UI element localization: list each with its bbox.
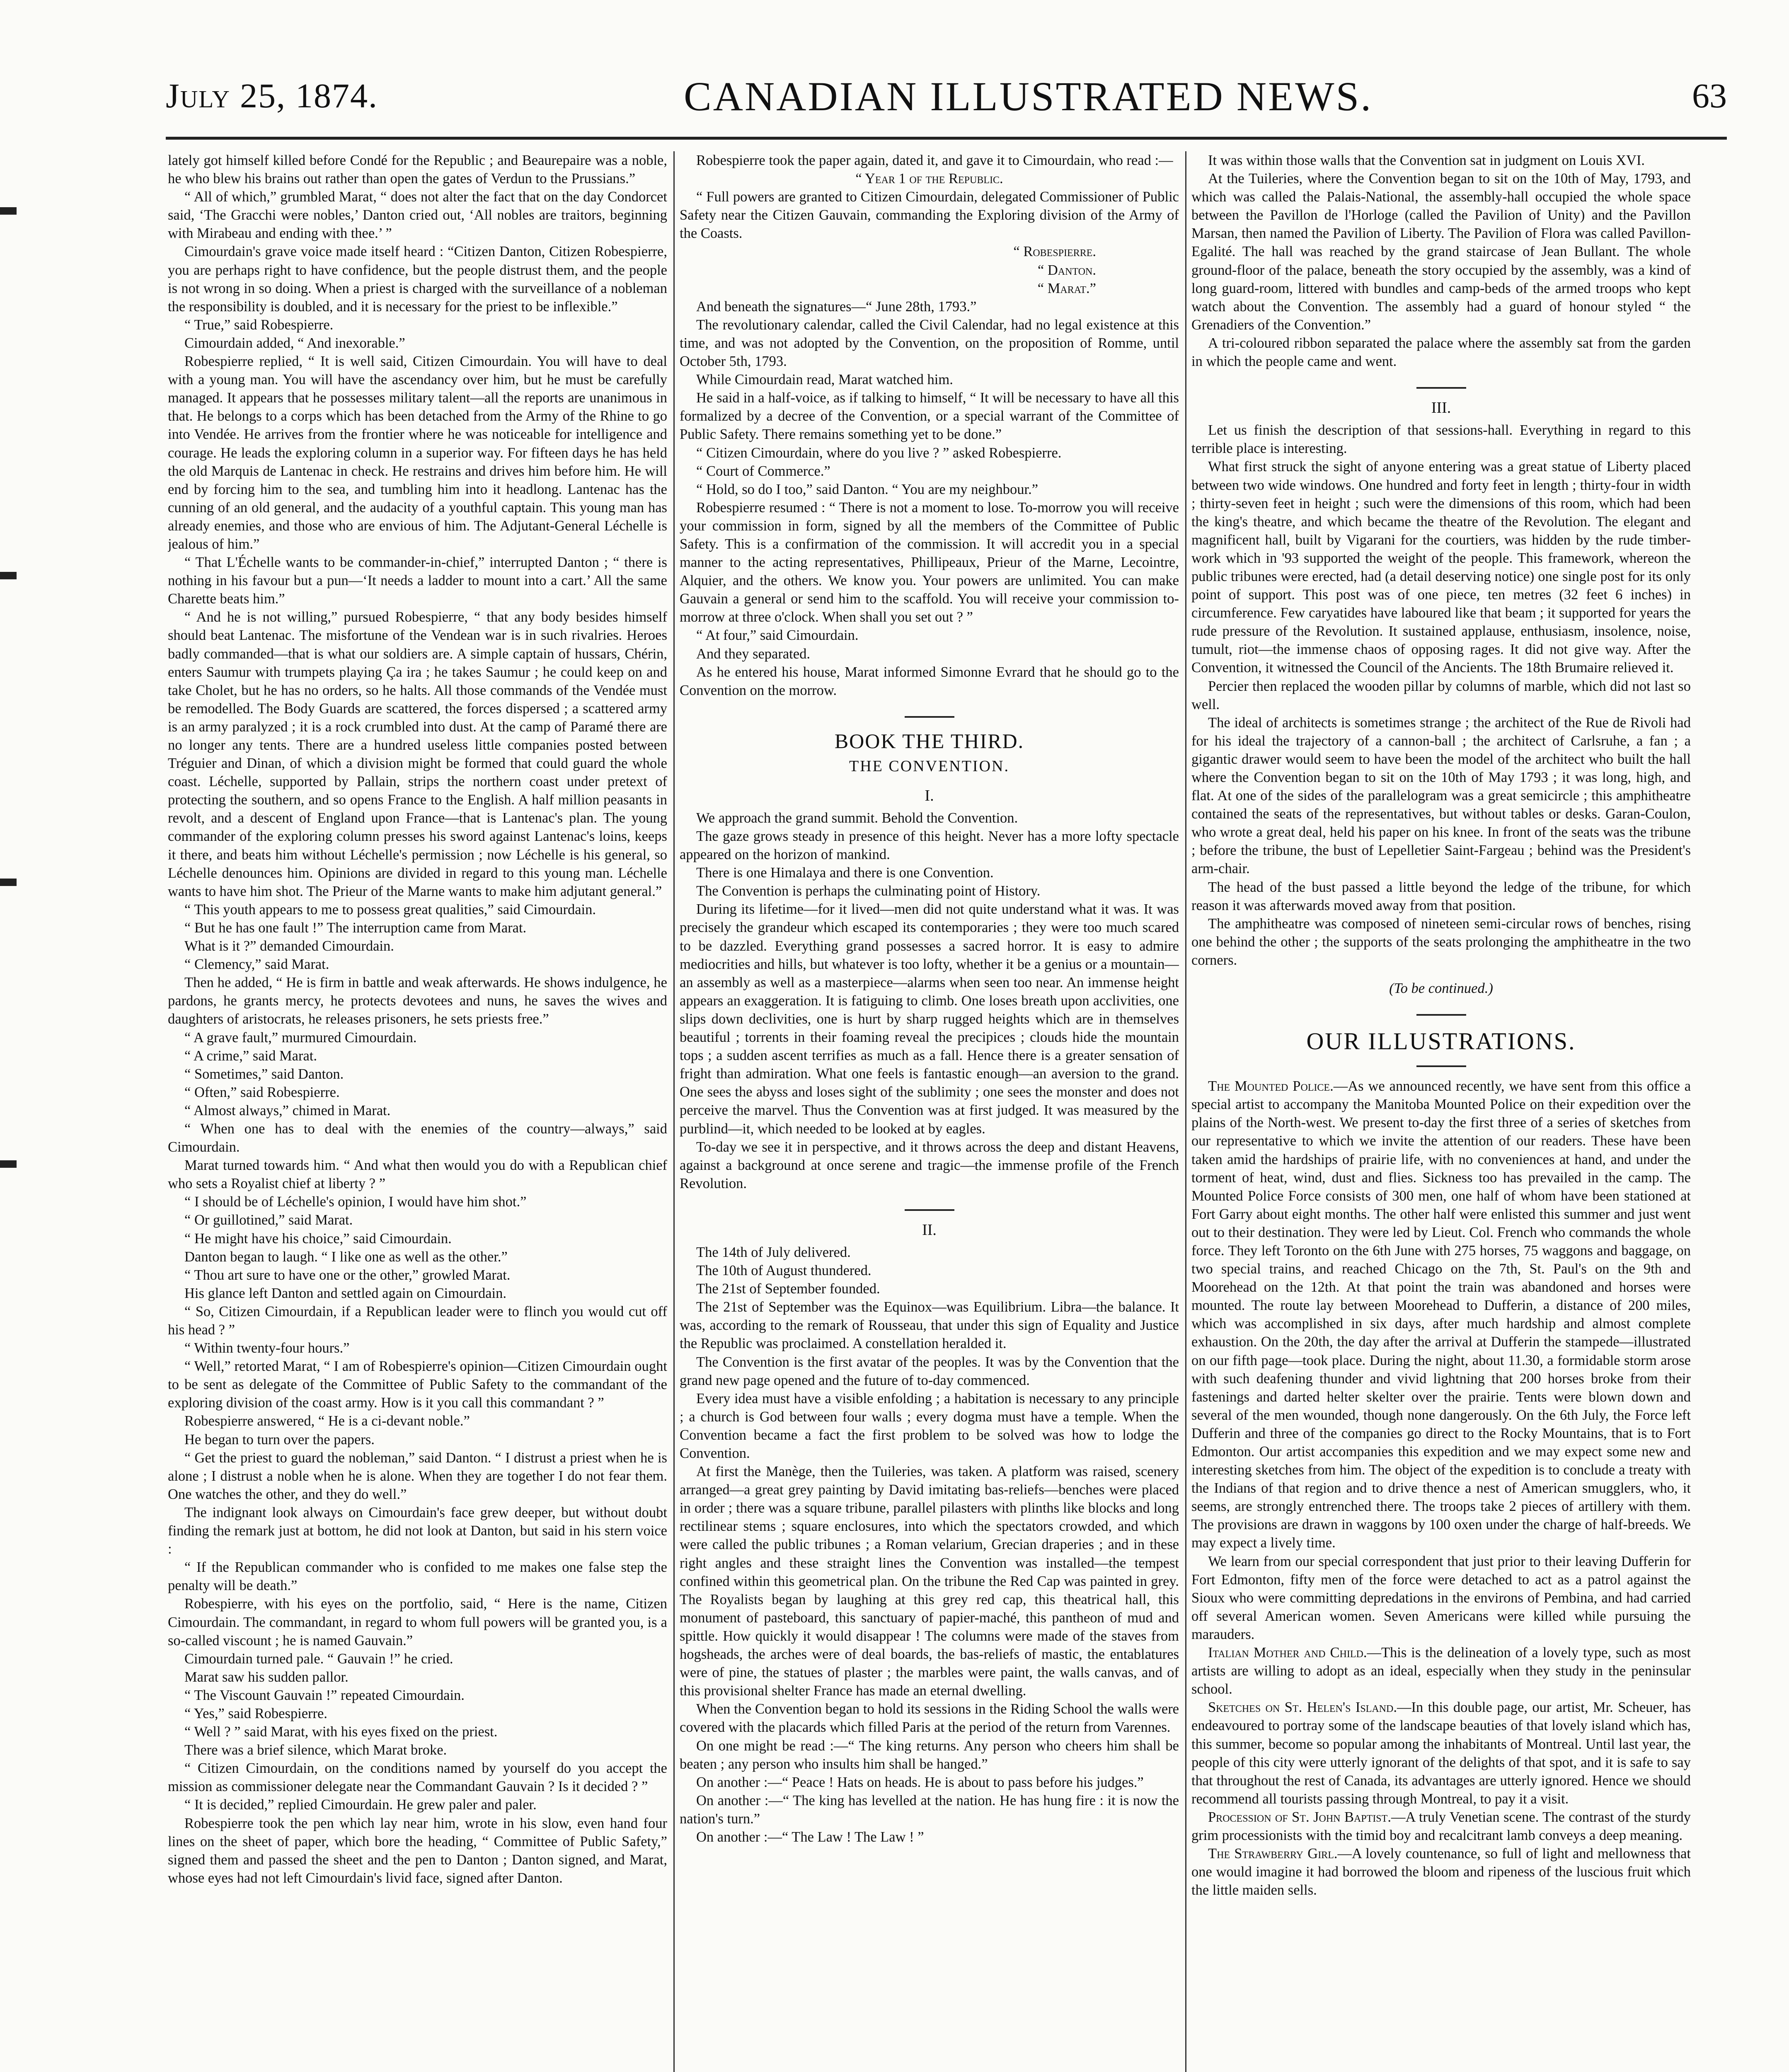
note-text: —As we announced recently, we have sent from this office a special artist to accompany the Manitoba Mounted Police on their expedition over the plains of the North-west. We present to-day the first three of a series of sketches from our representative to which we invite the attention of our readers. These have been taken amid the hardships of prairie life, with no conveniences at hand, and under the torment of heat, wind, dust and flies. Sickness too has prevailed in the camp. The Mounted Police Force consists of 300 men, one half of whom have been stationed at Fort Garry about eight months. The other half were enlisted this summer and just went out to their destination. They were led by Lieut. Col. French who commands the whole force. They left Toronto on the 6th June with 275 horses, 75 waggons and baggage, on two special trains, and reached Chicago on the 7th, St. Paul's on the 9th and Moorehead on the 12th. At that point the train was abandoned and horses were mounted. The route lay between Moorehead to Dufferin, a distance of 200 miles, which was accomplished in six days, after much hardship and almost complete exhaustion. On the 20th, the day after the arrival at Dufferin the stampede—illustrated on our fifth page—took place. During the night, about 11.30, a formidable storm arose with such deafening thunder and vivid lightning that 200 horses broke from their fastenings and darted helter skelter over the prairie. Tents were blown down and several of the men wounded, though none dangerously. On the 6th July, the Force left Dufferin and three of the companies go direct to the Rocky Mountains, that is to Fort Edmonton. Our artist accompanies this expedition and we may expect some new and interesting sketches from him. The object of the expedition is to conclude a treaty with the Indians of that region and to drive thence a nest of American smugglers, who, it seems, are strongly entrenched there. The troops take 2 pieces of artillery with them. The provisions are drawn in waggons by 100 oxen under the charge of half-breeds. We may expect a lively time. xyxy=(1191,1078,1691,1551)
section-rule xyxy=(905,716,954,718)
paragraph: He began to turn over the papers. xyxy=(184,1431,375,1447)
illustration-note xyxy=(1191,1644,1691,1698)
note-lead: Sketches on St. Helen's Island. xyxy=(1208,1699,1397,1716)
illustration-note xyxy=(1191,1552,1691,1644)
paragraph: There is one Himalaya and there is one Convention. xyxy=(696,865,994,881)
paragraph: The indignant look always on Cimourdain's face grew deeper, but without doubt finding the remark just at bottom, he did not look at Danton, but said in his stern voice : xyxy=(168,1504,667,1557)
column-3 xyxy=(1191,151,1691,2072)
paragraph: What is it ?” demanded Cimourdain. xyxy=(184,938,394,954)
paragraph: At first the Manège, then the Tuileries, was taken. A platform was raised, scenery arranged—a great grey painting by David imitating bas-reliefs—benches were placed in order ; there was a square tribune, parallel pilasters with plinths like blocks and long rectilinear stems ; square enclosures, into which the spectators crowded, and which were called the public tribunes ; a Roman velarium, Grecian draperies ; and in these right angles and these straight lines the Convention was installed—the tempest confined within this geometrical plan. On the tribune the Red Cap was painted in grey. The Royalists began by laughing at this grey red cap, this theatrical hall, this monument of pasteboard, this sanctuary of papier-maché, this pantheon of mud and spittle. How quickly it would disappear ! The columns were made of the staves from hogsheads, the arches were of deal boards, the bas-reliefs of mastic, the entablatures were of pine, the statues of plaster ; the marbles were paint, the walls canvas, and of this provisional shelter France has made an eternal dwelling. xyxy=(680,1464,1179,1699)
paragraph: Danton began to laugh. “ I like one as well as the other.” xyxy=(184,1249,508,1265)
paragraph: “ Citizen Cimourdain, where do you live ? ” asked Robespierre. xyxy=(696,445,1062,461)
paragraph: Robespierre took the paper again, dated it, and gave it to Cimourdain, who read :— xyxy=(696,152,1173,168)
paragraph: And they separated. xyxy=(696,646,810,662)
paragraph: Robespierre resumed : “ There is not a moment to lose. To-morrow you will receive your commission in form, signed by all the members of the Committee of Public Safety. This is a confirmation of the commission. It will accredit you in a special manner to the acting representatives, Phillipeaux, Prieur of the Marne, Lecointre, Alquier, and the others. We know you. Your powers are unlimited. You can make Gauvain a general or send him to the scaffold. You will receive your commission to-morrow at three o'clock. When shall you set out ? ” xyxy=(680,499,1179,625)
paragraph: There was a brief silence, which Marat broke. xyxy=(184,1742,447,1758)
section-number: II. xyxy=(922,1221,937,1239)
paragraph: Every idea must have a visible enfolding ; a habitation is necessary to any principle ; a church is God between four walls ; every dogma must have a temple. When the Convention became a fact the first problem to be solved was how to lodge the Convention. xyxy=(680,1390,1179,1461)
illustration-note xyxy=(1191,1808,1691,1844)
column-divider xyxy=(1185,151,1186,2072)
paragraph: The Convention is the first avatar of the peoples. It was by the Convention that the grand new page opened and the future of to-day commenced. xyxy=(680,1354,1179,1388)
paragraph: At the Tuileries, where the Convention began to sit on the 10th of May, 1793, and which was called the Palais-National, the assembly-hall occupied the whole space between the Pavillon de l'Horloge (called the Pavilion of Unity) and the Pavillon Marsan, then named the Pavilion of Liberty. The Pavilion of Flora was called Pavillon-Egalité. The hall was reached by the grand staircase of Jean Bullant. The whole ground-floor of the palace, beneath the story occupied by the assembly, was a kind of long guard-room, littered with bundles and camp-beds of the armed troops who kept watch about the Convention. The assembly had a guard of honour styled “ the Grenadiers of the Convention.” xyxy=(1191,171,1691,333)
paragraph: To-day we see it in perspective, and it throws across the deep and distant Heavens, against a background at once serene and tragic—the immense profile of the French Revolution. xyxy=(680,1139,1179,1191)
paragraph: “ Hold, so do I too,” said Danton. “ You are my neighbour.” xyxy=(696,481,1039,497)
paragraph: As he entered his house, Marat informed Simonne Evrard that he should go to the Convention on the morrow. xyxy=(680,664,1179,698)
note-lead: Procession of St. John Baptist. xyxy=(1208,1809,1391,1825)
paragraph: During its lifetime—for it lived—men did not quite understand what it was. It was precisely the grandeur which escaped its contemporaries ; they were too much scared to be dazzled. Everything grand possesses a sacred horror. It is easy to admire mediocrities and hills, but whatever is too lofty, whether it be a genius or a mountain—an assembly as well as a masterpiece—alarms when seen too near. An immense height appears an exaggeration. It is fatiguing to climb. One loses breath upon acclivities, one slips down declivities, one is hurt by sharp rugged heights which are in themselves beautiful ; torrents in their foaming reveal the precipices ; clouds hide the mountain tops ; a sudden ascent terrifies as much as a fall. Hence there is a greater sensation of fright than admiration. What one feels is fantastic enough—an aversion to the grand. One sees the abyss and loses sight of the sublimity ; one sees the monster and does not perceive the marvel. Thus the Convention was at first judged. It was measured by the purblind—it, which needed to be looked at by eagles. xyxy=(680,901,1179,1137)
paragraph: Cimourdain added, “ And inexorable.” xyxy=(184,335,405,351)
paragraph: “ And he is not willing,” pursued Robespierre, “ that any body besides himself should beat Lantenac. The misfortune of the Vendean war is in such rivalries. Heroes badly commanded—that is what our soldiers are. A simple captain of hussars, Chérin, enters Saumur with trumpets playing Ça ira ; he takes Saumur ; he could keep on and take Cholet, but he has no orders, so he halts. All those commands of the Vendée must be remodelled. The Body Guards are scattered, the forces dispersed ; a scattered army is an army paralyzed ; it is a rock crumbled into dust. At the camp of Paramé there are no longer any tents. There are a hundred useless little companies posted between Tréguier and Dinan, of which a division might be formed that could guard the whole coast. Léchelle, supported by Pallain, strips the northern coast under pretext of protecting the southern, and so opens France to the English. A half million peasants in revolt, and a descent of England upon France—that is Lantenac's plan. The young commander of the exploring column presses his sword against Lantenac's loins, keeps it there, and beats him without Léchelle's permission ; now Léchelle is his general, so Léchelle denounces him. Opinions are divided in regard to this young man. Léchelle wants to have him shot. The Prieur of the Marne wants to make him adjutant general.” xyxy=(168,609,667,899)
paragraph: Then he added, “ He is firm in battle and weak afterwards. He shows indulgence, he pardons, he grants mercy, he protects devotees and nuns, he saves the wives and daughters of aristocrats, he releases prisoners, he sets priests free.” xyxy=(168,975,667,1027)
paragraph: Robespierre, with his eyes on the portfolio, said, “ Here is the name, Citizen Cimourdain. The commandant, in regard to whom full powers will be granted you, is a so-called viscount ; he is named Gauvain.” xyxy=(168,1596,667,1648)
to-be-continued: (To be continued.) xyxy=(1389,980,1493,997)
paragraph: Robespierre took the pen which lay near him, wrote in his slow, even hand four lines on the sheet of paper, which bore the heading, “ Committee of Public Safety,” signed them and passed the sheet and the pen to Danton ; Danton signed, and Marat, whose eyes had not left Cimourdain's livid face, signed after Danton. xyxy=(168,1815,667,1886)
paragraph: “ Thou art sure to have one or the other,” growled Marat. xyxy=(184,1267,511,1283)
margin-mark xyxy=(0,1160,17,1168)
paragraph: “ Get the priest to guard the nobleman,” said Danton. “ I distrust a priest when he is alone ; I distrust a noble when he is alone. When they are together I do not fear them. One watches the other, and they do well.” xyxy=(168,1450,667,1502)
note-text: —In this double page, our artist, Mr. Scheuer, has endeavoured to portray some of the landscape beauties of that lovely island which has, this summer, become so popular among the inhabitants of Montreal. Until last year, the people of this city were utterly ignorant of the delights of that spot, and it is safe to say that throughout the rest of Canada, its advantages are utterly ignored. Hence we should recommend all tourists passing through Montreal, to pay it a visit. xyxy=(1191,1699,1691,1807)
paragraph: The ideal of architects is sometimes strange ; the architect of the Rue de Rivoli had for his ideal the trajectory of a cannon-ball ; the architect of Carlsruhe, a fan ; a gigantic drawer would seem to have been the model of the architect who built the hall where the Convention began to sit on the 10th of May 1793 ; it was long, high, and flat. At one of the sides of the parallelogram was a great semicircle ; this amphitheatre contained the seats of the representatives, but without tables or desks. Garan-Coulon, who wrote a great deal, held his paper on his knee. In front of the seats was the tribune ; before the tribune, the bust of Lepelletier Saint-Fargeau ; behind was the President's arm-chair. xyxy=(1191,714,1691,877)
paragraph: The 10th of August thundered. xyxy=(696,1263,872,1279)
paragraph: A tri-coloured ribbon separated the palace where the assembly sat from the garden in which the people came and went. xyxy=(1191,335,1691,370)
paragraph: “ Well ? ” said Marat, with his eyes fixed on the priest. xyxy=(184,1724,498,1740)
note-lead: The Strawberry Girl. xyxy=(1208,1846,1338,1862)
paragraph: Robespierre answered, “ He is a ci-devant noble.” xyxy=(184,1413,470,1429)
paragraph: “ That L'Échelle wants to be commander-in-chief,” interrupted Danton ; “ there is nothing in his favour but a pun—‘It needs a ladder to mount into a cart.’ All the same Charette beats him.” xyxy=(168,554,667,607)
paragraph: “ Sometimes,” said Danton. xyxy=(184,1066,344,1082)
paragraph: On one might be read :—“ The king returns. Any person who cheers him shall be beaten ; any person who insults him shall be hanged.” xyxy=(680,1738,1179,1772)
note-text: —A lovely countenance, so full of light and mellowness that one would imagine it had borrowed the bloom and ripeness of the luscious fruit which the little maiden sells. xyxy=(1191,1846,1691,1898)
year-heading: “ Year 1 of the Republic. xyxy=(855,171,1003,187)
paragraph: The 21st of September was the Equinox—was Equilibrium. Libra—the balance. It was, according to the remark of Rousseau, that under this sign of Equality and Justice the Republic was proclaimed. A constellation heralded it. xyxy=(680,1299,1179,1352)
paragraph: “ Or guillotined,” said Marat. xyxy=(184,1212,353,1228)
section-rule xyxy=(1416,1014,1466,1016)
column-divider xyxy=(673,151,675,2072)
note-lead: Italian Mother and Child. xyxy=(1208,1645,1367,1661)
section-rule xyxy=(1416,1065,1466,1067)
section-rule xyxy=(1416,387,1466,389)
paragraph: “ Well,” retorted Marat, “ I am of Robespierre's opinion—Citizen Cimourdain ought to be sent as delegate of the Committee of Public Safety to the commandant of the exploring division of the coast army. How is it you call this commandant ? ” xyxy=(168,1358,667,1411)
paragraph: “ All of which,” grumbled Marat, “ does not alter the fact that on the day Condorcet said, ‘The Gracchi were nobles,’ Danton cried out, ‘All nobles are traitors, beginning with Mirabeau and ending with thee.’ ” xyxy=(168,189,667,242)
paragraph: Percier then replaced the wooden pillar by columns of marble, which did not last so well. xyxy=(1191,678,1691,712)
paragraph: “ I should be of Léchelle's opinion, I would have him shot.” xyxy=(184,1194,527,1210)
paragraph: His glance left Danton and settled again on Cimourdain. xyxy=(184,1285,507,1301)
paragraph: Marat turned towards him. “ And what then would you do with a Republican chief who sets a Royalist chief at liberty ? ” xyxy=(168,1157,667,1192)
header-rule xyxy=(166,137,1727,140)
column-2 xyxy=(680,151,1179,2072)
paragraph: The gaze grows steady in presence of this height. Never has a more lofty spectacle appeared on the horizon of mankind. xyxy=(680,828,1179,863)
paragraph: The Convention is perhaps the culminating point of History. xyxy=(696,883,1041,899)
book-subtitle: THE CONVENTION. xyxy=(849,757,1009,775)
paragraph: “ Within twenty-four hours.” xyxy=(184,1340,350,1356)
masthead xyxy=(166,73,1727,118)
paragraph: “ Citizen Cimourdain, on the conditions named by yourself do you accept the mission as commissioner delegate near the Commandant Gauvain ? Is it decided ? ” xyxy=(168,1760,667,1795)
newspaper-title: CANADIAN ILLUSTRATED NEWS. xyxy=(684,73,1373,119)
paragraph: “ Court of Commerce.” xyxy=(696,463,830,479)
issue-date: July 25, 1874. xyxy=(166,77,378,115)
paragraph: The 21st of September founded. xyxy=(696,1281,880,1297)
paragraph: When the Convention began to hold its sessions in the Riding School the walls were covered with the placards which filled Paris at the period of the return from Varennes. xyxy=(680,1701,1179,1736)
paragraph: Cimourdain turned pale. “ Gauvain !” he cried. xyxy=(184,1651,453,1667)
paragraph: The revolutionary calendar, called the Civil Calendar, had no legal existence at this time, and was not adopted by the Convention, on the proposition of Romme, until October 5th, 1793. xyxy=(680,317,1179,370)
paragraph: “ Often,” said Robespierre. xyxy=(184,1084,340,1100)
book-title: BOOK THE THIRD. xyxy=(834,729,1024,753)
paragraph: “ At four,” said Cimourdain. xyxy=(696,627,859,644)
note-text: —This is the delineation of a lovely type, such as most artists are willing to adopt as an ideal, especially when they study in the peninsular school. xyxy=(1191,1645,1691,1697)
paragraph: “ A crime,” said Marat. xyxy=(184,1048,317,1064)
paragraph: “ A grave fault,” murmured Cimourdain. xyxy=(184,1029,417,1046)
illustration-note xyxy=(1191,1698,1691,1808)
paragraph: He said in a half-voice, as if talking to himself, “ It will be necessary to have all this formalized by a decree of the Convention, or a special warrant of the Committee of Public Safety. There remains something yet to be done.” xyxy=(680,390,1179,443)
paragraph: “ True,” said Robespierre. xyxy=(184,317,334,333)
paragraph: On another :—“ Peace ! Hats on heads. He is about to pass before his judges.” xyxy=(696,1774,1144,1790)
signature: “ Danton. xyxy=(1037,262,1096,278)
note-lead: The Mounted Police. xyxy=(1208,1078,1334,1094)
note-text: We learn from our special correspondent that just prior to their leaving Dufferin for Fort Edmonton, fifty men of the force were detached to act as a patrol against the Sioux who were committing depredations in the environs of Pembina, and had carried off several American women. Seven Americans were killed while pursuing the marauders. xyxy=(1191,1553,1691,1642)
section-rule xyxy=(905,1209,954,1211)
paragraph: While Cimourdain read, Marat watched him. xyxy=(696,372,953,388)
paragraph: The amphitheatre was composed of nineteen semi-circular rows of benches, rising one behind the other ; the supports of the seats prolonging the amphitheatre in the two corners. xyxy=(1191,915,1691,968)
paragraph: What first struck the sight of anyone entering was a great statue of Liberty placed between two wide windows. One hundred and forty feet in length ; thirty-four in width ; thirty-seven feet in height ; such were the dimensions of this room, which had been the king's theatre, and which became the theatre of the Revolution. The elegant and magnificent hall, built by Vigarani for the courtiers, was hidden by the rude timber-work which in '93 supported the weight of the people. This framework, whereon the public tribunes were erected, had (a detail deserving notice) one single post for its only point of support. This post was of one piece, ten metres (32 feet 6 inches) in circumference. Few caryatides have laboured like that beam ; it supported for years the rude pressure of the Revolution. It sustained applause, enthusiasm, insolence, noise, tumult, riot—the immense chaos of opposing rages. It did not give way. After the Convention, it witnessed the Council of the Ancients. The 18th Brumaire relieved it. xyxy=(1191,459,1691,676)
paragraph: Robespierre replied, “ It is well said, Citizen Cimourdain. You will have to deal with a young man. You will have the ascendancy over him, but he must be carefully managed. It appears that he possesses military talent—all the reports are unanimous in that. He belongs to a corps which has been detached from the Army of the Rhine to go into Vendée. He arrives from the frontier where he was noticeable for intelligence and courage. He leads the exploring column in a superior way. For fifteen days he has held the old Marquis de Lantenac in check. He restrains and drives him before him. He will end by forcing him to the sea, and tumbling him into it headlong. Lantenac has the cunning of an old general, and the audacity of a youthful captain. This young man has already enemies, and those who are envious of him. The Adjutant-General Léchelle is jealous of him.” xyxy=(168,353,667,552)
illustrations-heading: OUR ILLUSTRATIONS. xyxy=(1306,1028,1576,1055)
paragraph: “ He might have his choice,” said Cimourdain. xyxy=(184,1230,452,1247)
paragraph: On another :—“ The king has levelled at the nation. He has hung fire : it is now the nation's turn.” xyxy=(680,1792,1179,1827)
paragraph: “ If the Republican commander who is confided to me makes one false step the penalty will be death.” xyxy=(168,1559,667,1594)
margin-mark xyxy=(0,207,17,215)
paragraph: “ But he has one fault !” The interruption came from Marat. xyxy=(184,920,527,936)
paragraph: “ Full powers are granted to Citizen Cimourdain, delegated Commissioner of Public Safety near the Citizen Gauvain, commanding the Exploring division of the Army of the Coasts. xyxy=(680,189,1179,242)
signature: “ Marat.” xyxy=(1037,280,1096,296)
paragraph: We approach the grand summit. Behold the Convention. xyxy=(696,810,1018,826)
paragraph: Cimourdain's grave voice made itself heard : “Citizen Danton, Citizen Robespierre, you are perhaps right to have confidence, but the people distrust them, and the people is not wrong in so doing. When a priest is charged with the surveillance of a nobleman the responsibility is doubled, and it is necessary for the priest to be inflexible.” xyxy=(168,244,667,315)
paragraph: “ This youth appears to me to possess great qualities,” said Cimourdain. xyxy=(184,901,596,917)
paragraph: On another :—“ The Law ! The Law ! ” xyxy=(696,1829,924,1845)
paragraph: Let us finish the description of that sessions-hall. Everything in regard to this terrible place is interesting. xyxy=(1191,422,1691,457)
section-number: I. xyxy=(925,787,934,804)
page-number: 63 xyxy=(1692,77,1727,115)
paragraph: The head of the bust passed a little beyond the ledge of the tribune, for which reason it was afterwards moved away from that position. xyxy=(1191,879,1691,913)
margin-mark xyxy=(0,572,17,579)
margin-mark xyxy=(0,879,17,886)
paragraph: lately got himself killed before Condé for the Republic ; and Beaurepaire was a noble, he who blew his brains out rather than open the gates of Verdun to the Prussians.” xyxy=(168,152,667,187)
paragraph: “ Yes,” said Robespierre. xyxy=(184,1705,327,1721)
signature: “ Robespierre. xyxy=(1013,244,1096,260)
illustration-note xyxy=(1191,1844,1691,1899)
paragraph: “ When one has to deal with the enemies of the country—always,” said Cimourdain. xyxy=(168,1121,667,1155)
paragraph: The 14th of July delivered. xyxy=(696,1244,851,1260)
section-number: III. xyxy=(1431,399,1451,417)
paragraph: “ So, Citizen Cimourdain, if a Republican leader were to flinch you would cut off his head ? ” xyxy=(168,1303,667,1338)
paragraph: “ The Viscount Gauvain !” repeated Cimourdain. xyxy=(184,1687,465,1703)
column-1 xyxy=(168,151,667,2072)
paragraph: “ Clemency,” said Marat. xyxy=(184,956,329,973)
illustration-note xyxy=(1191,1077,1691,1552)
paragraph: It was within those walls that the Convention sat in judgment on Louis XVI. xyxy=(1208,152,1645,168)
paragraph: “ Almost always,” chimed in Marat. xyxy=(184,1102,391,1118)
note-text: —A truly Venetian scene. The contrast of the sturdy grim processionists with the timid boy and recalcitrant lamb conveys a deep meaning. xyxy=(1191,1809,1691,1843)
paragraph: And beneath the signatures—“ June 28th, 1793.” xyxy=(696,298,977,315)
paragraph: “ It is decided,” replied Cimourdain. He grew paler and paler. xyxy=(184,1797,537,1813)
paragraph: Marat saw his sudden pallor. xyxy=(184,1669,349,1685)
